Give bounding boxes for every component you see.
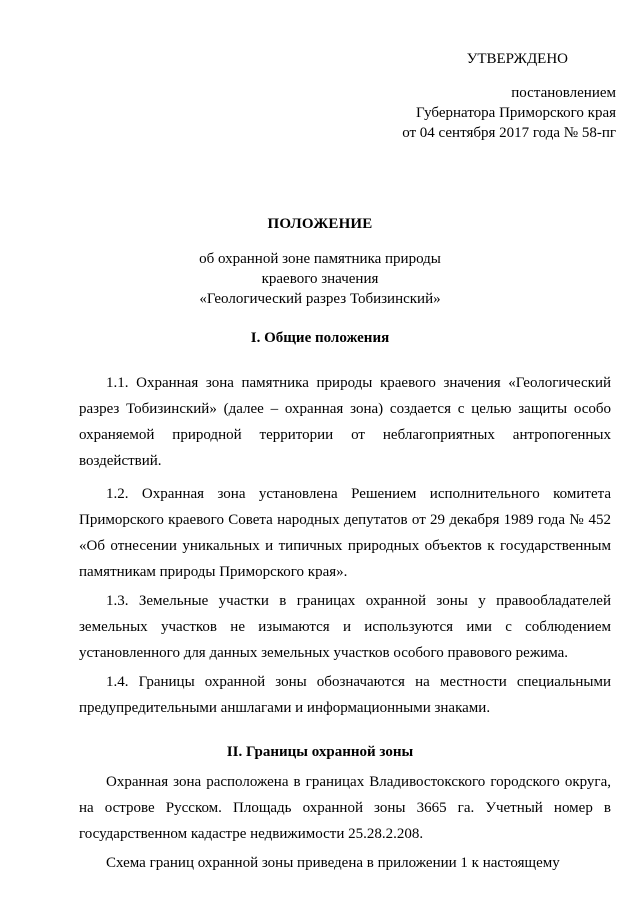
paragraph-1-3: 1.3. Земельные участки в границах охранной зоны у правообладателей земельных участков не изымаются и используются ими с соблюдением установленного для данных земельных участков особого правового режима. [79, 593, 611, 661]
subtitle-line: об охранной зоне памятника природы [199, 251, 441, 267]
paragraph-2-1: Охранная зона расположена в границах Владивостокского городского округа, на острове Русском. Площадь охранной зоны 3665 га. Учетный номер в государственном кадастре недвижимости 25.28.2.208. [79, 774, 611, 842]
decree-line: от 04 сентября 2017 года № 58-пг [402, 125, 616, 141]
document-subtitle [0, 249, 640, 309]
paragraph-1-1: 1.1. Охранная зона памятника природы краевого значения «Геологический разрез Тобизинский» (далее – охранная зона) создается с целью защиты особо охраняемой природной территории от неблагоприятных антропогенных воздействий. [79, 375, 611, 469]
document-title: ПОЛОЖЕНИЕ [267, 216, 373, 232]
decree-reference [402, 83, 616, 143]
paragraph-2-2: Схема границ охранной зоны приведена в приложении 1 к настоящему [106, 855, 560, 871]
paragraph-1-2: 1.2. Охранная зона установлена Решением исполнительного комитета Приморского краевого Совета народных депутатов от 29 декабря 1989 года № 452 «Об отнесении уникальных и типичных природных объектов к государственным памятникам природы Приморского края». [79, 486, 611, 580]
decree-line: постановлением [511, 85, 616, 101]
section-heading-boundaries: II. Границы охранной зоны [226, 744, 414, 760]
approved-stamp: УТВЕРЖДЕНО [466, 51, 568, 67]
paragraph-1-4: 1.4. Границы охранной зоны обозначаются на местности специальными предупредительными аншлагами и информационными знаками. [79, 674, 611, 716]
subtitle-line: «Геологический разрез Тобизинский» [199, 291, 441, 307]
section-heading-general: I. Общие положения [250, 330, 390, 346]
subtitle-line: краевого значения [261, 271, 379, 287]
decree-line: Губернатора Приморского края [416, 105, 616, 121]
